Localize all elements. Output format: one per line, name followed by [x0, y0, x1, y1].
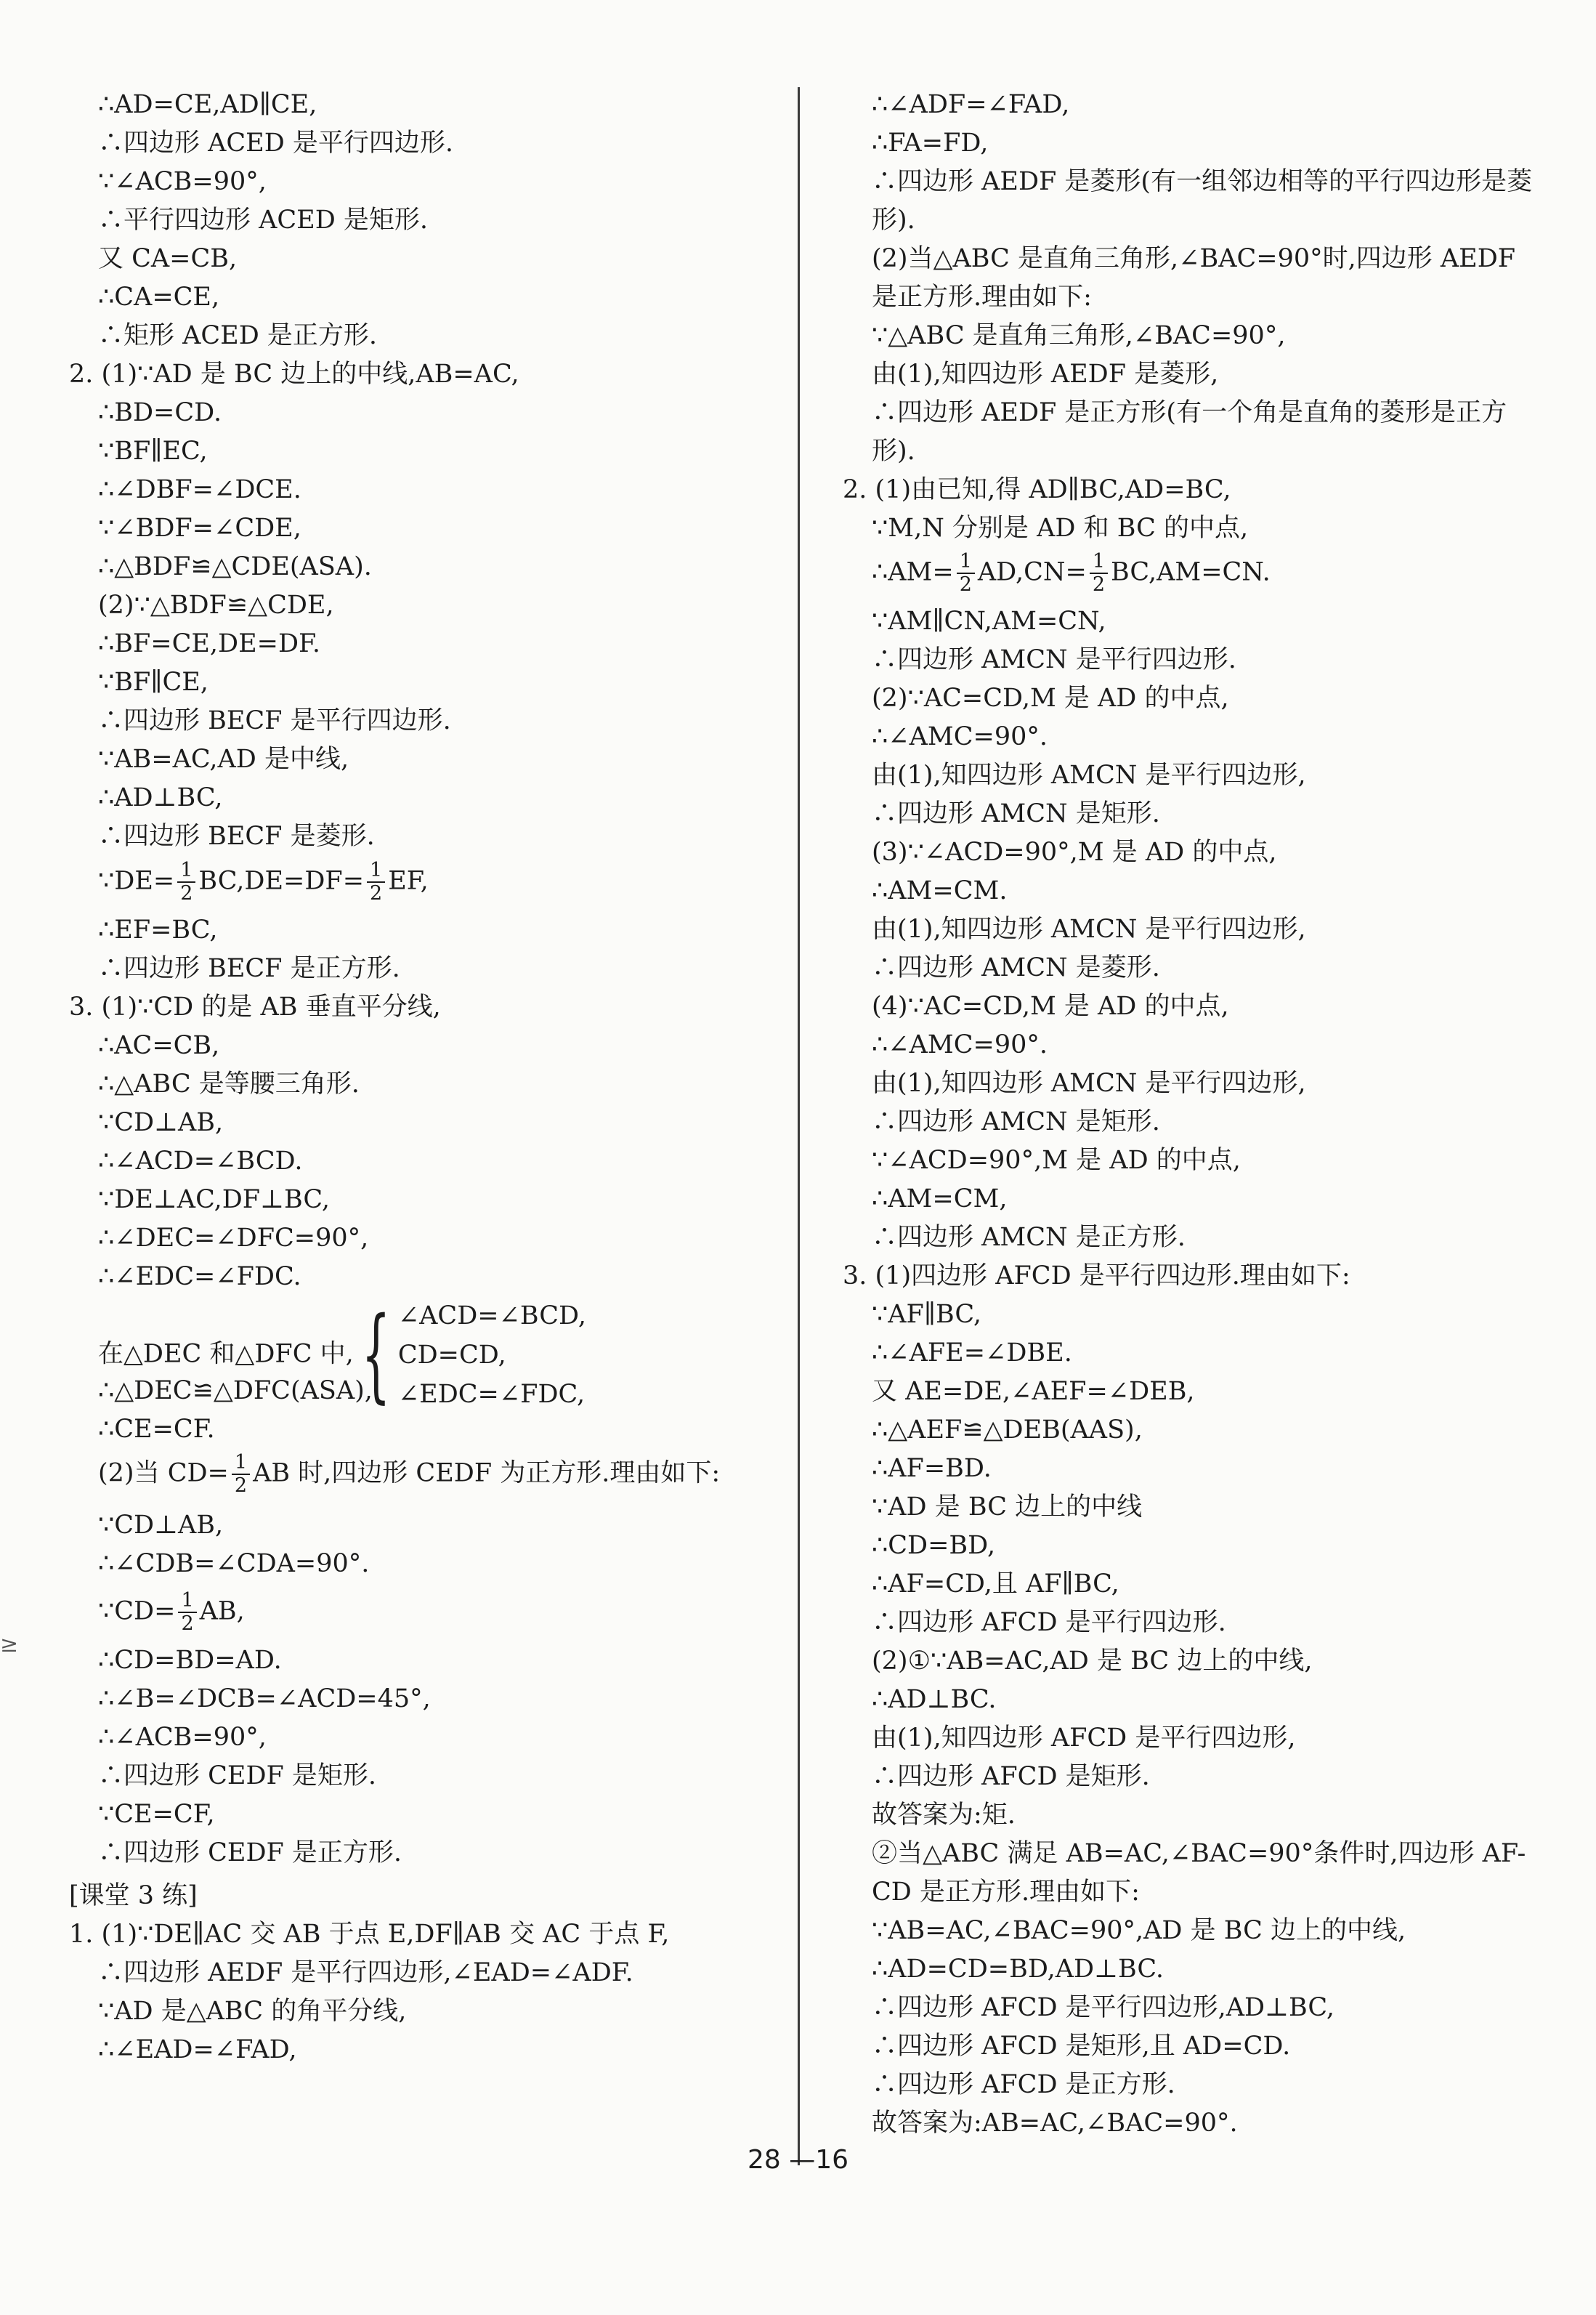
- fraction-denominator: 2: [370, 882, 383, 905]
- text-line: ∴FA=FD,: [872, 129, 989, 158]
- text-line: ∴∠CDB=∠CDA=90°.: [98, 1549, 370, 1578]
- text-line: 2. (1)由已知,得 AD∥BC,AD=BC,: [843, 475, 1231, 504]
- text-line: ∴四边形 BECF 是菱形.: [98, 822, 375, 851]
- text-line: ∴四边形 AMCN 是矩形.: [872, 1107, 1160, 1136]
- text-line: ∵M,N 分别是 AD 和 BC 的中点,: [872, 514, 1249, 543]
- text-line: ∴∠ADF=∠FAD,: [872, 90, 1070, 119]
- fraction-denominator: 2: [959, 573, 972, 596]
- text-line: 故答案为:AB=AC,∠BAC=90°.: [872, 2109, 1238, 2138]
- fraction: [957, 551, 975, 596]
- fraction-numerator: 1: [367, 860, 385, 883]
- text-line: ∴∠B=∠DCB=∠ACD=45°,: [98, 1684, 431, 1713]
- text-line: 故答案为:矩.: [872, 1801, 1016, 1830]
- text-segment: AB 时,四边形 CEDF 为正方形.理由如下:: [253, 1458, 721, 1488]
- text-line: ∴四边形 AFCD 是正方形.: [872, 2070, 1175, 2099]
- system-row: ∠EDC=∠FDC,: [397, 1380, 586, 1409]
- text-line: ∴AM=CM.: [872, 876, 1008, 905]
- text-line: ∴AD⊥BC,: [98, 783, 223, 812]
- text-line: ∴四边形 AFCD 是矩形.: [872, 1762, 1150, 1791]
- system-row: CD=CD,: [397, 1341, 506, 1370]
- text-line: ∴△BDF≌△CDE(ASA).: [98, 552, 372, 581]
- text-line: 又 CA=CB,: [98, 244, 238, 273]
- text-segment: BC,AM=CN.: [1111, 557, 1271, 587]
- fraction: [232, 1452, 250, 1497]
- text-line: ∴四边形 AEDF 是正方形(有一个角是直角的菱形是正方: [872, 398, 1507, 427]
- text-line: ∴△ABC 是等腰三角形.: [98, 1070, 360, 1099]
- page-number: 28 —16: [747, 2145, 849, 2175]
- text-line: ∴△DEC≌△DFC(ASA),: [98, 1376, 373, 1405]
- fraction-denominator: 2: [180, 882, 193, 905]
- text-segment: (2)当 CD=: [98, 1458, 229, 1488]
- text-line: ∵AF∥BC,: [872, 1300, 982, 1329]
- text-segment: AD,CN=: [977, 557, 1087, 587]
- text-line: ∴四边形 AEDF 是平行四边形,∠EAD=∠ADF.: [98, 1958, 633, 1987]
- fraction: [177, 860, 195, 905]
- text-line: ∵∠BDF=∠CDE,: [98, 514, 301, 543]
- fraction-numerator: 1: [957, 551, 975, 574]
- fraction-numerator: 1: [232, 1452, 250, 1475]
- text-line: ∴∠EDC=∠FDC.: [98, 1262, 301, 1291]
- text-line: ∴BF=CE,DE=DF.: [98, 629, 321, 658]
- text-line: ∴四边形 CEDF 是正方形.: [98, 1838, 402, 1867]
- text-line: ∴CD=BD=AD.: [98, 1646, 282, 1675]
- text-line: ∵AB=AC,∠BAC=90°,AD 是 BC 边上的中线,: [872, 1916, 1406, 1945]
- text-line: 是正方形.理由如下:: [872, 283, 1092, 312]
- text-line: ∴△AEF≌△DEB(AAS),: [872, 1415, 1143, 1445]
- text-line: ∵△ABC 是直角三角形,∠BAC=90°,: [872, 321, 1286, 350]
- text-line: ∴∠DEC=∠DFC=90°,: [98, 1224, 369, 1253]
- text-line: 又 AE=DE,∠AEF=∠DEB,: [872, 1377, 1195, 1406]
- text-line: ∴四边形 AEDF 是菱形(有一组邻边相等的平行四边形是菱: [872, 167, 1533, 196]
- text-line: ∴AD=CD=BD,AD⊥BC.: [872, 1955, 1164, 1984]
- text-line: ∴AF=CD,且 AF∥BC,: [872, 1569, 1119, 1599]
- text-line: [69, 860, 429, 905]
- text-line: ∴∠DBF=∠DCE.: [98, 475, 301, 504]
- text-line: ∴四边形 AMCN 是平行四边形.: [872, 645, 1236, 674]
- text-segment: ∴AM=: [872, 557, 954, 587]
- fraction: [1090, 551, 1108, 596]
- text-line: 1. (1)∵DE∥AC 交 AB 于点 E,DF∥AB 交 AC 于点 F,: [69, 1920, 670, 1949]
- text-line: ∴四边形 ACED 是平行四边形.: [98, 129, 454, 158]
- text-line: ∴四边形 AFCD 是平行四边形,AD⊥BC,: [872, 1993, 1335, 2022]
- text-line: ∵CD⊥AB,: [98, 1108, 224, 1137]
- text-line: (3)∵∠ACD=90°,M 是 AD 的中点,: [872, 838, 1277, 867]
- text-line: ∴∠EAD=∠FAD,: [98, 2035, 297, 2064]
- text-line: [69, 1452, 720, 1497]
- text-line: ∵∠ACB=90°,: [98, 167, 267, 196]
- fraction-numerator: 1: [178, 1590, 196, 1613]
- text-line: (2)∵△BDF≌△CDE,: [98, 591, 334, 620]
- text-line: ∴CA=CE,: [98, 283, 220, 312]
- text-line: ②当△ABC 满足 AB=AC,∠BAC=90°条件时,四边形 AF-: [872, 1839, 1526, 1868]
- text-line: 由(1),知四边形 AMCN 是平行四边形,: [872, 915, 1306, 944]
- text-line: ∴AC=CB,: [98, 1031, 220, 1060]
- text-segment: AB,: [199, 1596, 245, 1626]
- column-divider: [798, 87, 800, 2165]
- text-line: ∵AM∥CN,AM=CN,: [872, 607, 1106, 636]
- fraction: [178, 1590, 196, 1635]
- text-line: ∴∠AMC=90°.: [872, 1030, 1048, 1059]
- fraction-denominator: 2: [234, 1474, 248, 1497]
- text-line: ∴∠AFE=∠DBE.: [872, 1338, 1072, 1367]
- text-line: ∴AF=BD.: [872, 1454, 992, 1483]
- text-line: CD 是正方形.理由如下:: [872, 1878, 1140, 1907]
- text-line: [课堂 3 练]: [69, 1881, 198, 1910]
- text-line: ∴BD=CD.: [98, 398, 222, 427]
- left-brace: {: [361, 1296, 391, 1414]
- text-line: 3. (1)四边形 AFCD 是平行四边形.理由如下:: [843, 1261, 1350, 1290]
- text-line: (4)∵AC=CD,M 是 AD 的中点,: [872, 992, 1229, 1021]
- fraction-numerator: 1: [177, 860, 195, 883]
- text-line: [69, 1590, 245, 1635]
- text-line: ∴四边形 BECF 是正方形.: [98, 954, 400, 983]
- text-segment: BC,DE=DF=: [198, 866, 365, 896]
- text-line: ∵DE⊥AC,DF⊥BC,: [98, 1185, 331, 1214]
- text-line: 由(1),知四边形 AMCN 是平行四边形,: [872, 761, 1306, 790]
- fraction-numerator: 1: [1090, 551, 1108, 574]
- fraction-denominator: 2: [181, 1612, 194, 1635]
- text-segment: ∵CD=: [98, 1596, 176, 1626]
- text-line: ∴四边形 AFCD 是平行四边形.: [872, 1608, 1226, 1637]
- text-line: (2)∵AC=CD,M 是 AD 的中点,: [872, 684, 1229, 713]
- text-line: ∴四边形 CEDF 是矩形.: [98, 1761, 377, 1790]
- text-line: ∴四边形 AFCD 是矩形,且 AD=CD.: [872, 2032, 1291, 2061]
- text-line: ∴∠ACB=90°,: [98, 1723, 267, 1752]
- text-line: ∴EF=BC,: [98, 916, 218, 945]
- text-line: 2. (1)∵AD 是 BC 边上的中线,AB=AC,: [69, 360, 519, 389]
- text-line: [843, 551, 1271, 596]
- system-row: ∠ACD=∠BCD,: [397, 1301, 586, 1330]
- text-line: ∴四边形 BECF 是平行四边形.: [98, 706, 451, 735]
- text-line: (2)当△ABC 是直角三角形,∠BAC=90°时,四边形 AEDF: [872, 244, 1516, 273]
- text-line: ∵AD 是 BC 边上的中线: [872, 1492, 1143, 1522]
- text-line: ∴AM=CM,: [872, 1184, 1008, 1213]
- text-line: ∵BF∥CE,: [98, 668, 208, 697]
- text-line: ∵CE=CF,: [98, 1800, 215, 1829]
- text-line: ∵CD⊥AB,: [98, 1511, 224, 1540]
- text-line: 3. (1)∵CD 的是 AB 垂直平分线,: [69, 993, 441, 1022]
- text-line: ∴CD=BD,: [872, 1531, 996, 1560]
- text-line: ∴CE=CF.: [98, 1415, 215, 1444]
- text-line: (2)①∵AB=AC,AD 是 BC 边上的中线,: [872, 1647, 1313, 1676]
- text-line: ∵AD 是△ABC 的角平分线,: [98, 1997, 407, 2026]
- equation-system: [398, 1296, 586, 1414]
- text-line: ∵BF∥EC,: [98, 437, 208, 466]
- text-segment: EF,: [388, 866, 429, 896]
- text-line: ∴四边形 AMCN 是菱形.: [872, 953, 1160, 982]
- text-line: ∴∠ACD=∠BCD.: [98, 1147, 303, 1176]
- text-line: ∴∠AMC=90°.: [872, 722, 1048, 751]
- text-line: ∴AD⊥BC.: [872, 1685, 997, 1714]
- margin-mark: ≥: [0, 1632, 19, 1657]
- text-line: ∵∠ACD=90°,M 是 AD 的中点,: [872, 1146, 1241, 1175]
- text-line: ∴平行四边形 ACED 是矩形.: [98, 206, 429, 235]
- text-line: 形).: [872, 206, 915, 235]
- text-line: 由(1),知四边形 AMCN 是平行四边形,: [872, 1069, 1306, 1098]
- text-segment: ∵DE=: [98, 866, 175, 896]
- text-line: ∴四边形 AMCN 是正方形.: [872, 1223, 1186, 1252]
- text-line: 形).: [872, 437, 915, 466]
- text-line: ∴AD=CE,AD∥CE,: [98, 90, 317, 119]
- text-line: 由(1),知四边形 AFCD 是平行四边形,: [872, 1724, 1296, 1753]
- fraction-denominator: 2: [1092, 573, 1106, 596]
- text-line: ∵AB=AC,AD 是中线,: [98, 745, 349, 774]
- text-line: ∴四边形 AMCN 是矩形.: [872, 799, 1160, 828]
- system-intro: 在△DEC 和△DFC 中,: [98, 1339, 354, 1369]
- fraction: [367, 860, 385, 905]
- text-line: ∴矩形 ACED 是正方形.: [98, 321, 378, 350]
- text-line: 由(1),知四边形 AEDF 是菱形,: [872, 360, 1219, 389]
